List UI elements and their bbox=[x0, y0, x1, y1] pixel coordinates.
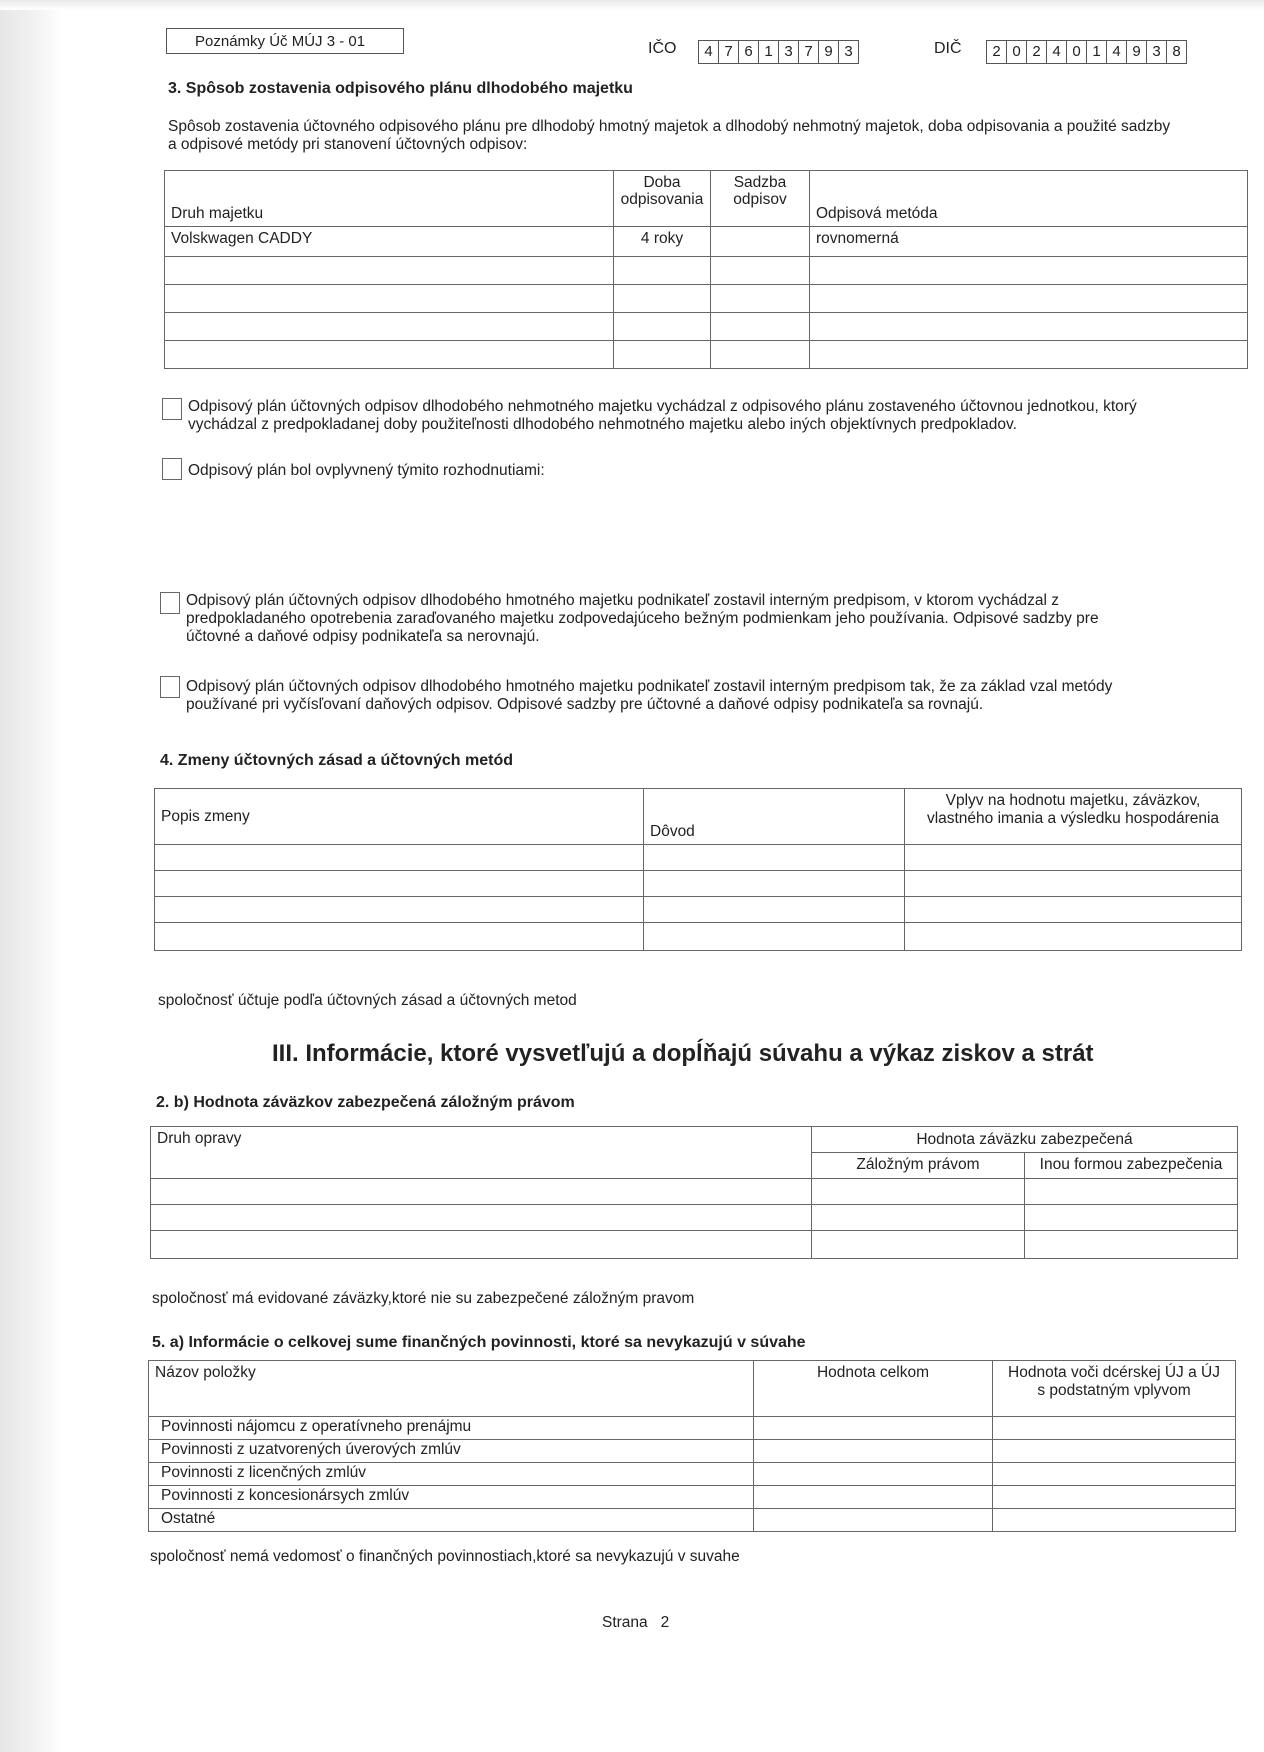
check4-line2: používané pri vyčísľovaní daňových odpisov. Odpisové sadzby pre účtovné a daňové odpisy podnikateľa sa rovnajú. bbox=[186, 696, 984, 713]
depreciation-table-header bbox=[165, 171, 1248, 227]
dic-digit: 0 bbox=[1006, 40, 1027, 64]
table-row bbox=[165, 227, 1248, 257]
off-balance-table-header bbox=[149, 1361, 1236, 1417]
off-balance-table bbox=[148, 1360, 1236, 1532]
ico-digits bbox=[698, 40, 858, 64]
table-row bbox=[149, 1486, 1236, 1509]
ico-digit: 3 bbox=[838, 40, 859, 64]
col-header-popis: Popis zmeny bbox=[155, 789, 644, 845]
table-row bbox=[149, 1440, 1236, 1463]
dic-digit: 2 bbox=[1026, 40, 1047, 64]
table-row bbox=[151, 1231, 1238, 1259]
dic-digit: 3 bbox=[1146, 40, 1167, 64]
cell-sadzba bbox=[711, 227, 810, 257]
check4-line1: Odpisový plán účtovných odpisov dlhodobého hmotného majetku podnikateľ zostavil interným predpisom tak, že za základ vzal metódy bbox=[186, 678, 1113, 695]
table-row bbox=[165, 313, 1248, 341]
dic-digit: 2 bbox=[986, 40, 1007, 64]
table-row bbox=[149, 1463, 1236, 1486]
dic-digit: 9 bbox=[1126, 40, 1147, 64]
checkbox-tangible-internal-equal[interactable] bbox=[160, 676, 180, 698]
cell-doba: 4 roky bbox=[614, 227, 711, 257]
collateral-table-header-top bbox=[151, 1127, 1238, 1153]
section3-intro-line2: a odpisové metódy pri stanovení účtovných odpisov: bbox=[168, 136, 528, 153]
ico-digit: 7 bbox=[798, 40, 819, 64]
dic-label: DIČ bbox=[934, 40, 962, 57]
checkbox-intangible-plan[interactable] bbox=[162, 398, 182, 420]
ico-digit: 7 bbox=[718, 40, 739, 64]
scan-edge-top bbox=[0, 0, 1264, 10]
section3-intro-line1: Spôsob zostavenia účtovného odpisového plánu pre dlhodobý hmotný majetok a dlhodobý nehmotný majetok, doba odpisovania a použité sadzby bbox=[168, 118, 1171, 135]
check3-line3: účtovné a daňové odpisy podnikateľa sa nerovnajú. bbox=[186, 628, 540, 645]
page-number-value: 2 bbox=[660, 1614, 670, 1631]
page-number bbox=[602, 1614, 669, 1632]
ico-digit: 9 bbox=[818, 40, 839, 64]
cell-metoda: rovnomerná bbox=[810, 227, 1248, 257]
checkbox-intangible-plan-label bbox=[188, 398, 1248, 434]
table-row bbox=[155, 897, 1242, 923]
col-header-druh-opravy: Druh opravy bbox=[151, 1127, 812, 1179]
depreciation-table bbox=[164, 170, 1248, 369]
col-header-doba-line2: odpisovania bbox=[620, 191, 704, 208]
dic-digit: 4 bbox=[1106, 40, 1127, 64]
table-row bbox=[165, 257, 1248, 285]
col-header-sadzba-line2: odpisov bbox=[733, 191, 787, 208]
col-header-dovod: Dôvod bbox=[644, 789, 905, 845]
collateral-table bbox=[150, 1126, 1238, 1259]
cell-druh: Volskwagen CADDY bbox=[165, 227, 614, 257]
table-row bbox=[155, 871, 1242, 897]
table-row bbox=[165, 341, 1248, 369]
checkbox-tangible-internal-unequal-label bbox=[186, 592, 1256, 646]
ico-digit: 3 bbox=[778, 40, 799, 64]
check2-line1: Odpisový plán bol ovplyvnený týmito rozhodnutiami: bbox=[188, 462, 545, 479]
col-header-dcerska-line2: s podstatným vplyvom bbox=[1037, 1382, 1191, 1399]
table-row bbox=[155, 923, 1242, 951]
col-header-zalozne: Záložným právom bbox=[812, 1153, 1025, 1179]
col-header-druh: Druh majetku bbox=[165, 171, 614, 227]
section5a-title: 5. a) Informácie o celkovej sume finančných povinnosti, ktoré sa nevykazujú v súvahe bbox=[152, 1334, 806, 1351]
section4-note: spoločnosť účtuje podľa účtovných zásad a účtovných metod bbox=[158, 992, 577, 1009]
ico-label: IČO bbox=[648, 40, 677, 57]
check3-line1: Odpisový plán účtovných odpisov dlhodobého hmotného majetku podnikateľ zostavil interným predpisom, v ktorom vychádzal z bbox=[186, 592, 1059, 609]
table-row bbox=[149, 1509, 1236, 1532]
col-header-doba-line1: Doba bbox=[643, 174, 681, 191]
section3-intro bbox=[168, 118, 1248, 154]
col-header-sadzba-line1: Sadzba bbox=[733, 174, 787, 191]
item-name: Povinnosti z licenčných zmlúv bbox=[149, 1463, 754, 1486]
col-header-doba bbox=[614, 171, 711, 227]
item-name: Ostatné bbox=[149, 1509, 754, 1532]
dic-digits bbox=[986, 40, 1186, 64]
dic-digit: 1 bbox=[1086, 40, 1107, 64]
item-name: Povinnosti z koncesionársych zmlúv bbox=[149, 1486, 754, 1509]
changes-table-header bbox=[155, 789, 1242, 845]
table-row bbox=[165, 285, 1248, 313]
ico-digit: 6 bbox=[738, 40, 759, 64]
section2b-note: spoločnosť má evidované záväzky,ktoré nie su zabezpečené záložným pravom bbox=[152, 1290, 695, 1307]
table-row bbox=[155, 845, 1242, 871]
col-header-dcerska bbox=[993, 1361, 1236, 1417]
table-row bbox=[151, 1205, 1238, 1231]
col-header-vplyv-line1: Vplyv na hodnotu majetku, záväzkov, bbox=[945, 792, 1201, 809]
check1-line1: Odpisový plán účtovných odpisov dlhodobého nehmotného majetku vychádzal z odpisového plánu zostaveného účtovnou jednotkou, ktorý bbox=[188, 398, 1137, 415]
dic-digit: 4 bbox=[1046, 40, 1067, 64]
checkbox-tangible-internal-unequal[interactable] bbox=[160, 592, 180, 614]
part3-title: III. Informácie, ktoré vysvetľujú a dopĺňajú súvahu a výkaz ziskov a strát bbox=[272, 1040, 1094, 1067]
col-header-inou: Inou formou zabezpečenia bbox=[1025, 1153, 1238, 1179]
checkbox-tangible-internal-equal-label bbox=[186, 678, 1256, 714]
dic-digit: 8 bbox=[1166, 40, 1187, 64]
col-header-hodnota-celkom: Hodnota celkom bbox=[754, 1361, 993, 1417]
checkbox-decisions[interactable] bbox=[162, 458, 182, 480]
page-label: Strana bbox=[602, 1614, 648, 1631]
section2b-title: 2. b) Hodnota záväzkov zabezpečená záložným právom bbox=[156, 1094, 575, 1111]
scan-edge bbox=[0, 0, 62, 1752]
col-header-nazov: Názov položky bbox=[149, 1361, 754, 1417]
col-header-dcerska-line1: Hodnota voči dcérskej ÚJ a ÚJ bbox=[1008, 1364, 1220, 1381]
ico-digit: 1 bbox=[758, 40, 779, 64]
item-name: Povinnosti z uzatvorených úverových zmlúv bbox=[149, 1440, 754, 1463]
section4-title: 4. Zmeny účtovných zásad a účtovných metód bbox=[160, 752, 513, 769]
item-name: Povinnosti nájomcu z operatívneho prenájmu bbox=[149, 1417, 754, 1440]
table-row bbox=[151, 1179, 1238, 1205]
section3-title: 3. Spôsob zostavenia odpisového plánu dlhodobého majetku bbox=[168, 80, 633, 97]
table-row bbox=[149, 1417, 1236, 1440]
check1-line2: vychádzal z predpokladanej doby použiteľnosti dlhodobého nehmotného majetku alebo iných objektívnych predpokladov. bbox=[188, 416, 1017, 433]
col-header-metoda: Odpisová metóda bbox=[810, 171, 1248, 227]
check3-line2: predpokladaného opotrebenia zaraďovaného majetku zodpovedajúceho bežným podmienkam jeho používania. Odpisové sadzby pre bbox=[186, 610, 1099, 627]
section5a-note: spoločnosť nemá vedomosť o finančných povinnostiach,ktoré sa nevykazujú v suvahe bbox=[150, 1548, 740, 1565]
dic-digit: 0 bbox=[1066, 40, 1087, 64]
ico-digit: 4 bbox=[698, 40, 719, 64]
col-header-sadzba bbox=[711, 171, 810, 227]
col-header-vplyv bbox=[905, 789, 1242, 845]
form-label: Poznámky Úč MÚJ 3 - 01 bbox=[166, 28, 404, 54]
changes-table bbox=[154, 788, 1242, 951]
col-header-vplyv-line2: vlastného imania a výsledku hospodárenia bbox=[926, 810, 1220, 827]
col-header-hodnota: Hodnota záväzku zabezpečená bbox=[812, 1127, 1238, 1153]
